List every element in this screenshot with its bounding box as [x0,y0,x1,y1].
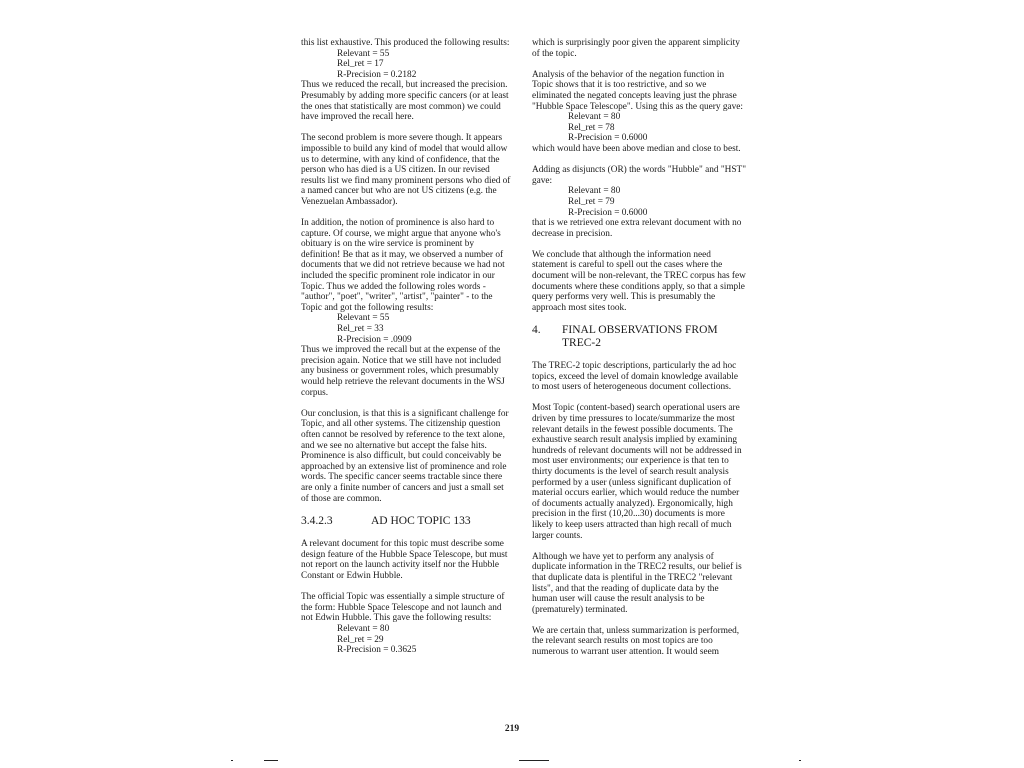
section-title: FINAL OBSERVATIONS FROM TREC-2 [562,324,718,349]
left-column [301,38,511,656]
paragraph: The second problem is more severe though. It appears impossible to build any kind of model that would allow us to determine, with any kind of confidence, that the person who has died is a US citizen. In our revised results list we find many prominent persons who died of a named cancer but who are not US citizens (e.g. the Venezuelan Ambassador). [301,133,511,207]
paragraph: Thus we reduced the recall, but increased the precision. Presumably by adding more specific cancers (or at least the ones that statistically are most common) we could have improved the recall here. [301,80,509,123]
r-precision-value: R-Precision = 0.6000 [568,207,648,218]
r-precision-value: R-Precision = 0.6000 [568,133,648,144]
paragraph: Thus we improved the recall but at the expense of the precision again. Notice that we still have not included any business or government roles, which presumably would help retrieve the relevant documents in the WSJ corpus. [301,345,505,398]
relevant-value: Relevant = 80 [337,623,390,634]
relevant-value: Relevant = 80 [568,186,621,197]
paragraph: this list exhaustive. This produced the following results: [301,38,510,48]
paragraph: The official Topic was essentially a simple structure of the form: Hubble Space Telescope and not launch and not Edwin Hubble. This gave the following results: [301,592,505,624]
scan-mark [519,760,549,761]
paragraph: Our conclusion, is that this is a significant challenge for Topic, and all other systems. The citizenship question often cannot be resolved by reference to the text alone, and we see no alternative but accept the false hits. Prominence is also difficult, but could conceivably be approached by an extensive list of prominence and role words. The specific cancer seems tractable since there are only a finite number of cancers and just a small set of those are common. [301,408,509,504]
r-precision-value: R-Precision = .0909 [337,334,412,345]
results-block [301,49,511,81]
paragraph: that is we retrieved one extra relevant document with no decrease in precision. [532,218,742,239]
results-block [301,313,511,345]
section-heading [532,324,746,349]
rel-ret-value: Rel_ret = 78 [568,122,615,133]
paragraph: which is surprisingly poor given the apparent simplicity of the topic. [532,38,740,59]
paragraph: We conclude that although the information need statement is careful to spell out the cases where the document will be non-relevant, the TREC corpus has few documents where these conditions apply, so that a simple query performs very well. This is presumably the approach most sites took. [532,249,746,313]
paragraph: which would have been above median and close to best. [532,143,741,154]
paragraph: Analysis of the behavior of the negation function in Topic shows that it is too restrictive, and so we eliminated the negated concepts leaving just the phrase "Hubble Space Telescope". Using this as the query gave: [532,69,743,112]
section-heading [301,515,511,528]
section-title: AD HOC TOPIC 133 [371,514,471,527]
page-number: 219 [504,724,520,734]
rel-ret-value: Rel_ret = 33 [337,324,384,335]
scan-mark [231,760,233,761]
relevant-value: Relevant = 55 [337,48,390,59]
relevant-value: Relevant = 80 [568,112,621,123]
scan-mark [264,760,278,761]
rel-ret-value: Rel_ret = 17 [337,59,384,70]
paragraph: Most Topic (content-based) search operational users are driven by time pressures to locate/summarize the most relevant details in the fewest possible documents. The exhaustive search result analysis implied by examining hundreds of relevant documents will not be addressed in most user environments; our experience is that ten to thirty documents is the level of search result analysis performed by a user (unless significant duplication of material occurs earlier, which would reduce the number of documents actually analyzed). Ergonomically, high precision in the first (10,20...30) documents is more likely to keep users attracted than high recall of much larger counts. [532,403,742,541]
results-block [532,112,746,144]
right-column [532,38,746,658]
rel-ret-value: Rel_ret = 29 [337,634,384,645]
scan-mark [799,760,801,761]
paragraph: We are certain that, unless summarization is performed, the relevant search results on most topics are too numerous to warrant user attention. It would seem [532,625,740,658]
paragraph: Although we have yet to perform any analysis of duplicate information in the TREC2 results, our belief is that duplicate data is plentiful in the TREC2 "relevant lists", and that the reading of duplicate data by the human user will cause the result analysis to be (prematurely) terminated. [532,551,742,615]
paragraph: In addition, the notion of prominence is also hard to capture. Of course, we might argue that anyone who's obituary is on the wire service is prominent by definition! Be that as it may, we observed a number of documents that we did not retrieve because we had not included the specific prominent role indicator in our Topic. Thus we added the following roles words - "author", "poet", "writer", "artist", "painter" - to the Topic and got the following results: [301,218,505,313]
results-block [301,624,511,656]
section-number: 4. [532,324,541,337]
relevant-value: Relevant = 55 [337,313,390,324]
paragraph: Adding as disjuncts (OR) the words "Hubble" and "HST" gave: [532,165,747,186]
r-precision-value: R-Precision = 0.3625 [337,645,417,656]
rel-ret-value: Rel_ret = 79 [568,196,615,207]
r-precision-value: R-Precision = 0.2182 [337,69,417,80]
paragraph: The TREC-2 topic descriptions, particularly the ad hoc topics, exceed the level of domain knowledge available to most users of heterogeneous document collections. [532,361,739,393]
paragraph: A relevant document for this topic must describe some design feature of the Hubble Space Telescope, but must not report on the launch activity itself nor the Hubble Constant or Edwin Hubble. [301,539,508,581]
results-block [532,186,746,218]
section-number: 3.4.2.3 [301,514,333,527]
